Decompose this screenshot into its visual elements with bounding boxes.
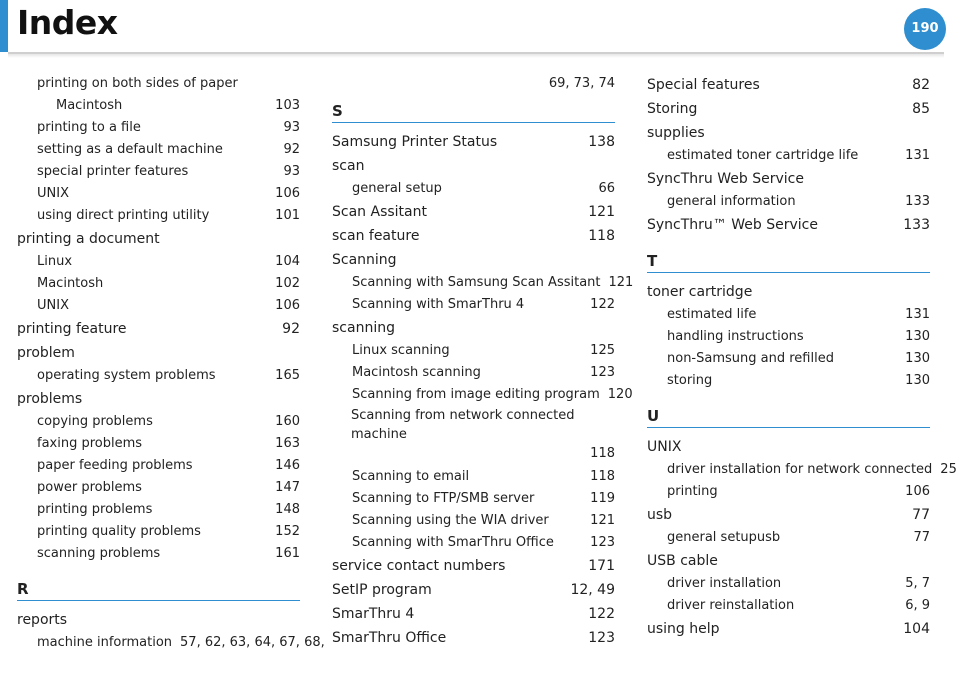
entry-page: 152	[275, 524, 300, 539]
entry-term: printing to a file	[37, 120, 141, 135]
entry-page: 123	[590, 365, 615, 380]
index-heading[interactable]	[332, 248, 615, 272]
entry-term: setting as a default machine	[37, 142, 223, 157]
index-entry[interactable]	[332, 510, 615, 532]
entry-term: using help	[647, 621, 720, 637]
section-letter-u: U	[647, 402, 930, 428]
index-entry[interactable]	[647, 481, 930, 503]
entry-page: 121	[590, 513, 615, 528]
header-accent-bar	[0, 0, 8, 52]
entry-term: UNIX	[647, 439, 682, 455]
entry-term: reports	[17, 612, 68, 628]
entry-term: USB cable	[647, 553, 718, 569]
entry-term: scanning problems	[37, 546, 161, 561]
entry-page: 104	[275, 254, 300, 269]
entry-page: 106	[275, 298, 300, 313]
index-entry[interactable]	[647, 595, 930, 617]
entry-page: 121	[588, 204, 615, 220]
entry-page: 66	[598, 181, 615, 196]
index-entry[interactable]	[17, 499, 300, 521]
index-heading[interactable]	[332, 602, 615, 626]
index-heading[interactable]	[647, 503, 930, 527]
index-heading[interactable]	[647, 73, 930, 97]
entry-page: 130	[905, 351, 930, 366]
entry-page: 161	[275, 546, 300, 561]
index-entry[interactable]	[17, 477, 300, 499]
entry-page: 138	[588, 134, 615, 150]
page-number-badge: 190	[904, 8, 946, 50]
entry-term: Scanning with SmarThru 4	[352, 297, 525, 312]
entry-term: estimated life	[667, 307, 757, 322]
entry-page: 130	[905, 329, 930, 344]
index-heading[interactable]	[647, 617, 930, 641]
index-entry[interactable]	[17, 183, 300, 205]
entry-term: general setup	[352, 181, 442, 196]
entry-page: 146	[275, 458, 300, 473]
entry-page: 57, 62, 63, 64, 67, 68,	[180, 635, 325, 650]
index-heading[interactable]	[647, 213, 930, 237]
entry-term: supplies	[647, 125, 705, 141]
index-column-2	[332, 73, 634, 650]
entry-page: 131	[905, 307, 930, 322]
entry-page: 133	[905, 194, 930, 209]
index-heading[interactable]	[332, 130, 615, 154]
entry-page: 106	[905, 484, 930, 499]
entry-page: 125	[590, 343, 615, 358]
entry-page: 171	[588, 558, 615, 574]
index-entry[interactable]	[647, 459, 957, 481]
index-entry[interactable]	[17, 632, 325, 654]
entry-page: 92	[282, 321, 300, 337]
entry-term: Linux scanning	[352, 343, 450, 358]
index-entry[interactable]	[332, 340, 615, 362]
entry-term: driver installation	[667, 576, 782, 591]
index-entry[interactable]	[647, 573, 930, 595]
index-entry[interactable]	[647, 326, 930, 348]
index-entry[interactable]	[332, 384, 633, 406]
entry-term: Scanning with Samsung Scan Assitant	[352, 275, 601, 290]
index-entry[interactable]	[647, 527, 930, 549]
entry-page: 163	[275, 436, 300, 451]
entry-page: 103	[275, 98, 300, 113]
entry-term: Linux	[37, 254, 73, 269]
entry-page: 122	[590, 297, 615, 312]
index-entry[interactable]	[332, 488, 615, 510]
index-heading[interactable]	[332, 154, 615, 178]
index-entry[interactable]	[332, 362, 615, 384]
entry-term: SetIP program	[332, 582, 432, 598]
entry-term: printing feature	[17, 321, 127, 337]
entry-page: 120	[607, 387, 633, 402]
entry-page: 102	[275, 276, 300, 291]
entry-page: 147	[275, 480, 300, 495]
entry-page: 130	[905, 373, 930, 388]
index-heading[interactable]	[647, 121, 930, 145]
index-entry[interactable]	[17, 273, 300, 295]
entry-term: Scanning to FTP/SMB server	[352, 491, 535, 506]
entry-term: Scanning using the WIA driver	[352, 513, 549, 528]
entry-page: 119	[590, 491, 615, 506]
entry-page: 118	[588, 228, 615, 244]
entry-page: 118	[590, 469, 615, 484]
index-entry[interactable]	[332, 294, 615, 316]
entry-term: Scanning with SmarThru Office	[352, 535, 554, 550]
entry-term: service contact numbers	[332, 558, 506, 574]
entry-term: toner cartridge	[647, 284, 753, 300]
index-heading[interactable]	[332, 316, 615, 340]
section-letter-s: S	[332, 97, 615, 123]
header-shadow	[8, 54, 944, 58]
entry-page: 92	[283, 142, 300, 157]
index-entry[interactable]	[647, 304, 930, 326]
entry-page: 118	[590, 446, 615, 461]
index-heading[interactable]	[332, 554, 615, 578]
entry-term: Scan Assitant	[332, 204, 427, 220]
entry-term: operating system problems	[37, 368, 216, 383]
index-entry[interactable]	[17, 251, 300, 273]
index-entry[interactable]	[17, 455, 300, 477]
section-letter-r: R	[17, 575, 300, 601]
entry-term: Storing	[647, 101, 698, 117]
entry-term: scanning	[332, 320, 395, 336]
index-entry[interactable]	[17, 295, 300, 317]
entry-term: handling instructions	[667, 329, 804, 344]
index-entry[interactable]	[17, 543, 300, 565]
entry-term: usb	[647, 507, 673, 523]
entry-page: 148	[275, 502, 300, 517]
entry-term: UNIX	[37, 298, 69, 313]
entry-page: 123	[590, 535, 615, 550]
index-entry[interactable]	[17, 411, 300, 433]
entry-page: 77	[913, 530, 930, 545]
entry-page: 93	[283, 120, 300, 135]
entry-page: 12, 49	[570, 582, 615, 598]
entry-term: estimated toner cartridge life	[667, 148, 859, 163]
index-heading[interactable]	[647, 549, 930, 573]
entry-page: 122	[588, 606, 615, 622]
entry-term: special printer features	[37, 164, 189, 179]
entry-term: Scanning	[332, 252, 397, 268]
entry-page: 5, 7	[905, 576, 930, 591]
entry-term: paper feeding problems	[37, 458, 193, 473]
index-entry[interactable]	[332, 532, 615, 554]
index-heading[interactable]	[647, 167, 930, 191]
entry-term: machine information	[37, 635, 173, 650]
entry-page: 82	[912, 77, 930, 93]
continued-page-list: 69, 73, 74	[548, 76, 615, 91]
index-heading[interactable]	[17, 317, 300, 341]
index-entry[interactable]	[17, 139, 300, 161]
index-entry[interactable]	[17, 365, 300, 387]
entry-page: 6, 9	[905, 598, 930, 613]
index-heading[interactable]	[332, 626, 615, 650]
entry-term: Scanning from network connected machine	[351, 408, 575, 442]
index-column-3	[647, 73, 957, 641]
entry-term: UNIX	[37, 186, 69, 201]
index-entry[interactable]	[647, 348, 930, 370]
index-heading[interactable]	[17, 227, 300, 251]
index-heading[interactable]	[332, 200, 615, 224]
entry-term: scan	[332, 158, 365, 174]
entry-term: Samsung Printer Status	[332, 134, 498, 150]
entry-term: SyncThru Web Service	[647, 171, 804, 187]
index-heading[interactable]	[647, 435, 930, 459]
index-column-1	[17, 73, 325, 654]
index-entry[interactable]	[17, 95, 300, 117]
index-heading[interactable]	[647, 280, 930, 304]
index-entry-wrapped[interactable]	[332, 406, 615, 463]
index-entry[interactable]	[332, 466, 615, 488]
entry-term: Macintosh	[56, 98, 123, 113]
entry-term: copying problems	[37, 414, 153, 429]
entry-page: 77	[912, 507, 930, 523]
entry-term: faxing problems	[37, 436, 143, 451]
entry-term: non-Samsung and refilled	[667, 351, 834, 366]
entry-page: 104	[903, 621, 930, 637]
entry-term: printing quality problems	[37, 524, 201, 539]
index-entry[interactable]	[17, 73, 300, 95]
entry-page: 85	[912, 101, 930, 117]
entry-term: Special features	[647, 77, 760, 93]
entry-term: using direct printing utility	[37, 208, 210, 223]
index-entry[interactable]	[647, 370, 930, 392]
index-entry[interactable]	[647, 145, 930, 167]
entry-term: printing problems	[37, 502, 153, 517]
entry-term: general setupusb	[667, 530, 781, 545]
entry-term: printing on both sides of paper	[37, 76, 238, 91]
entry-page: 93	[283, 164, 300, 179]
entry-page: 165	[275, 368, 300, 383]
entry-term: printing a document	[17, 231, 160, 247]
index-entry[interactable]	[17, 161, 300, 183]
entry-term: printing	[667, 484, 718, 499]
entry-page: 133	[903, 217, 930, 233]
entry-term: driver installation for network connected	[667, 462, 933, 477]
index-heading[interactable]	[332, 224, 615, 248]
entry-page: 25	[940, 462, 957, 477]
index-entry[interactable]	[17, 205, 300, 227]
entry-term: Scanning from image editing program	[352, 387, 600, 402]
section-letter-t: T	[647, 247, 930, 273]
index-entry[interactable]	[647, 191, 930, 213]
entry-term: Scanning to email	[352, 469, 470, 484]
index-entry[interactable]	[332, 178, 615, 200]
index-heading[interactable]	[332, 578, 615, 602]
entry-page: 106	[275, 186, 300, 201]
entry-term: problem	[17, 345, 75, 361]
entry-term: power problems	[37, 480, 142, 495]
entry-term: Macintosh scanning	[352, 365, 481, 380]
index-entry[interactable]	[332, 272, 634, 294]
entry-page: 123	[588, 630, 615, 646]
index-entry[interactable]	[17, 433, 300, 455]
entry-page: 101	[275, 208, 300, 223]
entry-page: 131	[905, 148, 930, 163]
index-entry[interactable]	[17, 521, 300, 543]
entry-term: Macintosh	[37, 276, 104, 291]
entry-page: 160	[275, 414, 300, 429]
entry-term: SmarThru Office	[332, 630, 447, 646]
index-heading[interactable]	[17, 387, 300, 411]
entry-term: problems	[17, 391, 83, 407]
index-entry[interactable]	[17, 117, 300, 139]
index-heading[interactable]	[17, 341, 300, 365]
entry-term: scan feature	[332, 228, 420, 244]
index-heading[interactable]	[647, 97, 930, 121]
entry-term: SmarThru 4	[332, 606, 415, 622]
entry-term: general information	[667, 194, 796, 209]
entry-term: driver reinstallation	[667, 598, 795, 613]
page-title: Index	[17, 3, 118, 42]
index-heading[interactable]	[17, 608, 300, 632]
entry-term: SyncThru™ Web Service	[647, 217, 818, 233]
entry-term: storing	[667, 373, 713, 388]
entry-page: 121	[608, 275, 634, 290]
